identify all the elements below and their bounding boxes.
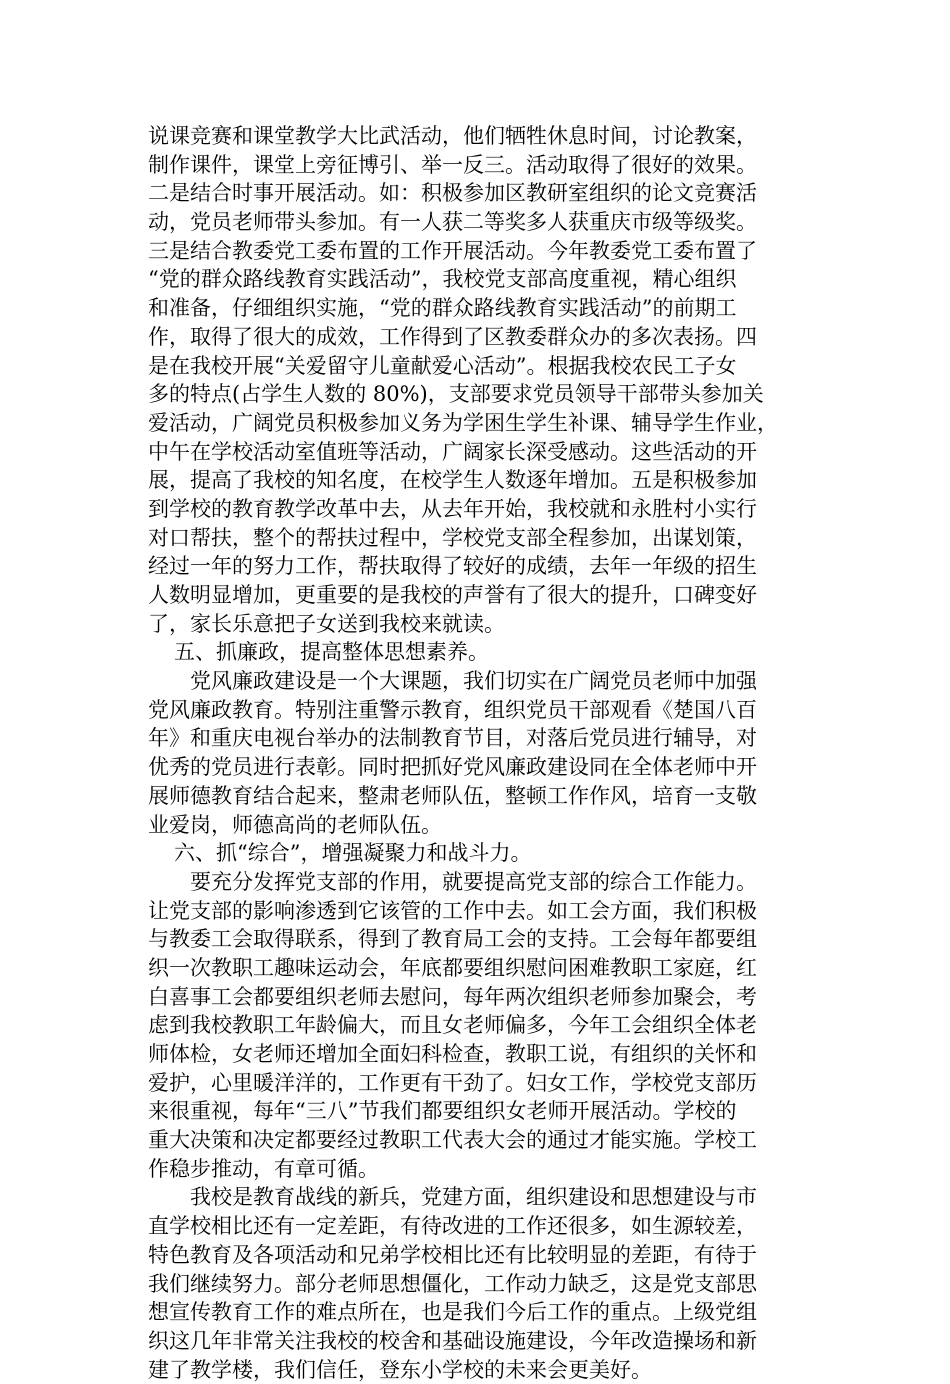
text-line: 三是结合教委党工委布置的工作开展活动。今年教委党工委布置了 [148,238,757,263]
text-line: 是在我校开展“关爱留守儿童献爱心活动”。根据我校农民工子女 [148,353,737,378]
text-line: 制作课件，课堂上旁征博引、举一反三。活动取得了很好的效果。 [148,152,757,177]
text-line: 重大决策和决定都要经过教职工代表大会的通过才能实施。学校工 [148,1128,757,1153]
text-line: 爱护，心里暖洋洋的，工作更有干劲了。妇女工作，学校党支部历 [148,1070,757,1095]
text-line: 年》和重庆电视台举办的法制教育节目，对落后党员进行辅导，对 [148,726,757,751]
text-line: “党的群众路线教育实践活动”，我校党支部高度重视，精心组织 [148,267,737,292]
text-line: 师体检，女老师还增加全面妇科检查，教职工说，有组织的关怀和 [148,1042,757,1066]
text-line: 直学校相比还有一定差距，有待改进的工作还很多，如生源较差， [148,1214,757,1239]
text-line: 到学校的教育教学改革中去，从去年开始，我校就和永胜村小实行 [148,496,757,521]
text-line: 中午在学校活动室值班等活动，广阔家长深受感动。这些活动的开 [148,439,757,464]
text-line: 对口帮扶，整个的帮扶过程中，学校党支部全程参加，出谋划策， [148,525,757,550]
document-body [148,122,828,1384]
text-line: 要充分发挥党支部的作用，就要提高党支部的综合工作能力。 [190,869,757,894]
text-line: 了，家长乐意把子女送到我校来就读。 [148,611,505,636]
text-line: 业爱岗，师德高尚的老师队伍。 [148,812,442,837]
text-line: 我们继续努力。部分老师思想僵化，工作动力缺乏，这是党支部思 [148,1271,757,1296]
text-line: 作，取得了很大的成效，工作得到了区教委群众办的多次表扬。四 [148,324,757,349]
text-line: 让党支部的影响渗透到它该管的工作中去。如工会方面，我们积极 [148,898,757,923]
text-line: 虑到我校教职工年龄偏大，而且女老师偏多，今年工会组织全体老 [148,1013,757,1038]
text-line: 想宣传教育工作的难点所在，也是我们今后工作的重点。上级党组 [148,1300,757,1325]
text-line: 动，党员老师带头参加。有一人获二等奖多人获重庆市级等级奖。 [148,210,757,235]
text-line: 优秀的党员进行表彰。同时把抓好党风廉政建设同在全体老师中开 [148,755,757,780]
text-line: 作稳步推动，有章可循。 [148,1156,379,1181]
text-line: 织一次教职工趣味运动会，年底都要组织慰问困难教职工家庭，红 [148,955,757,980]
text-line: 与教委工会取得联系，得到了教育局工会的支持。工会每年都要组 [148,927,757,952]
text-line: 二是结合时事开展活动。如：积极参加区教研室组织的论文竞赛活 [148,181,757,206]
text-line: 织这几年非常关注我校的校舍和基础设施建设，今年改造操场和新 [148,1328,757,1353]
text-line: 展，提高了我校的知名度，在校学生人数逐年增加。五是积极参加 [148,468,757,493]
text-line: 人数明显增加，更重要的是我校的声誉有了很大的提升，口碑变好 [148,583,757,607]
text-line: 说课竞赛和课堂教学大比武活动，他们牺牲休息时间，讨论教案， [148,124,757,148]
text-line: 多的特点(占学生人数的 80%)，支部要求党员领导干部带头参加关 [148,382,764,407]
text-line: 党风廉政建设是一个大课题，我们切实在广阔党员老师中加强 [190,669,757,694]
text-line: 建了教学楼，我们信任，登东小学校的未来会更美好。 [148,1357,652,1382]
section-heading-line: 五、抓廉政，提高整体思想素养。 [174,640,489,665]
text-line: 我校是教育战线的新兵，党建方面，组织建设和思想建设与市 [190,1185,757,1210]
text-line: 爱活动，广阔党员积极参加义务为学困生学生补课、辅导学生作业， [148,410,778,435]
text-line: 特色教育及各项活动和兄弟学校相比还有比较明显的差距，有待于 [148,1242,757,1267]
section-heading-line: 六、抓“综合”，增强凝聚力和战斗力。 [174,841,532,866]
text-line: 和准备，仔细组织实施，“党的群众路线教育实践活动”的前期工 [148,296,737,321]
text-line: 党风廉政教育。特别注重警示教育，组织党员干部观看《楚国八百 [148,697,757,722]
text-line: 经过一年的努力工作，帮扶取得了较好的成绩，去年一年级的招生 [148,554,757,579]
text-line: 白喜事工会都要组织老师去慰问，每年两次组织老师参加聚会，考 [148,984,757,1009]
text-line: 展师德教育结合起来，整肃老师队伍，整顿工作作风，培育一支敬 [148,783,757,808]
text-line: 来很重视，每年“三八”节我们都要组织女老师开展活动。学校的 [148,1099,737,1124]
